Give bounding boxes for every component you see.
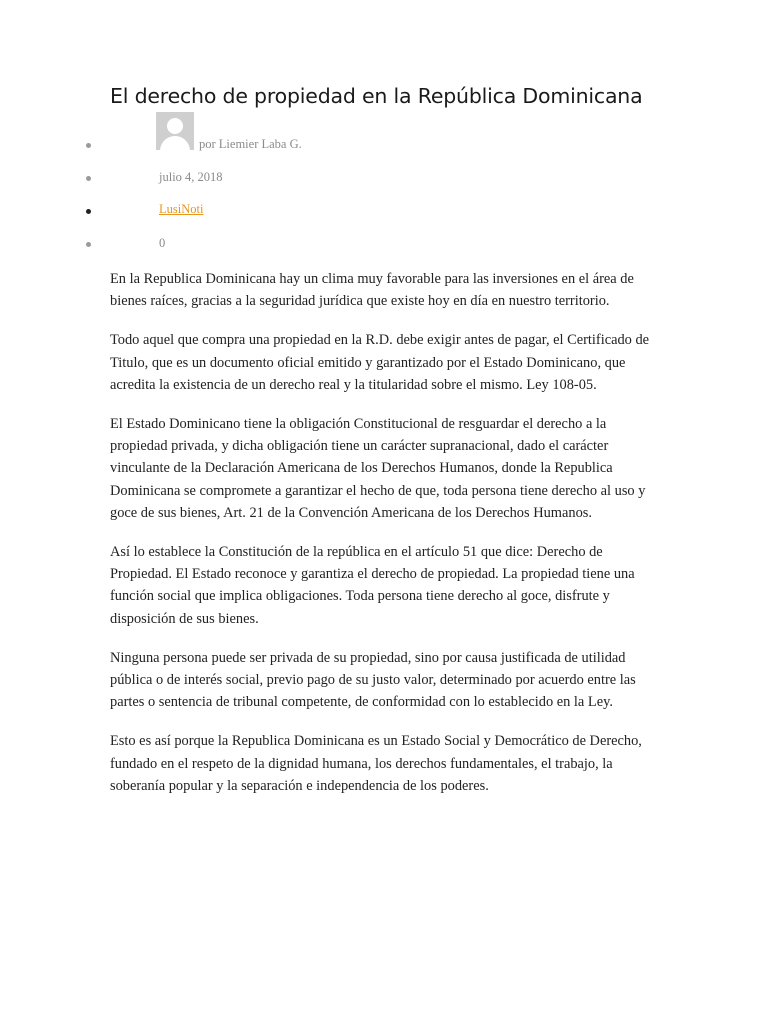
avatar-body-shape: [160, 136, 190, 150]
list-bullet: [86, 176, 91, 181]
category-link[interactable]: LusiNoti: [159, 202, 204, 216]
avatar-head-shape: [167, 118, 183, 134]
article-title: El derecho de propiedad en la República Dominicana: [110, 84, 643, 108]
meta-category-item: [0, 200, 768, 222]
list-bullet: [86, 143, 91, 148]
article-paragraph: Esto es así porque la Republica Dominicana es un Estado Social y Democrático de Derecho, fundado en el respeto de la dignidad humana, los derechos fundamentales, el trabajo, la soberanía popular y la separación e independencia de los poderes.: [110, 733, 642, 794]
meta-date-item: [0, 167, 768, 189]
publish-date: julio 4, 2018: [159, 170, 223, 184]
user-avatar-placeholder-icon[interactable]: [156, 112, 194, 150]
article-paragraph: El Estado Dominicano tiene la obligación Constitucional de resguardar el derecho a la propiedad privada, y dicha obligación tiene un carácter supranacional, dado el carácter vinculante de la Declaración Americana de los Derechos Humanos, donde la Republica Dominicana se compromete a garantizar el hecho de que, toda persona tiene derecho al uso y goce de sus bienes, Art. 21 de la Convención Americana de los Derechos Humanos.: [110, 416, 646, 521]
meta-author-item: [0, 134, 768, 156]
article-paragraph: Así lo establece la Constitución de la república en el artículo 51 que dice: Derecho de Propiedad. El Estado reconoce y garantiza el derecho de propiedad. La propiedad tiene una función social que implica obligaciones. Toda persona tiene derecho al goce, disfrute y disposición de sus bienes.: [110, 544, 635, 627]
article-paragraph: Ninguna persona puede ser privada de su propiedad, sino por causa justificada de utilidad pública o de interés social, previo pago de su justo valor, determinado por acuerdo entre las partes o sentencia de tribunal competente, de conformidad con lo establecido en la Ley.: [110, 649, 636, 711]
article-paragraph: Todo aquel que compra una propiedad en la R.D. debe exigir antes de pagar, el Certificado de Titulo, que es un documento oficial emitido y garantizado por el Estado Dominicano, que acredita la existencia de un derecho real y la titularidad sobre el mismo. Ley 108-05.: [110, 332, 650, 393]
author-name: por Liemier Laba G.: [199, 137, 302, 151]
meta-comments-item: [0, 233, 768, 255]
list-bullet: [86, 242, 91, 247]
comment-count[interactable]: 0: [159, 236, 166, 250]
article-paragraph: En la Republica Dominicana hay un clima muy favorable para las inversiones en el área de bienes raíces, gracias a la seguridad jurídica que existe hoy en día en nuestro territorio.: [110, 271, 634, 310]
list-bullet: [86, 209, 91, 214]
article-body: [110, 268, 660, 814]
